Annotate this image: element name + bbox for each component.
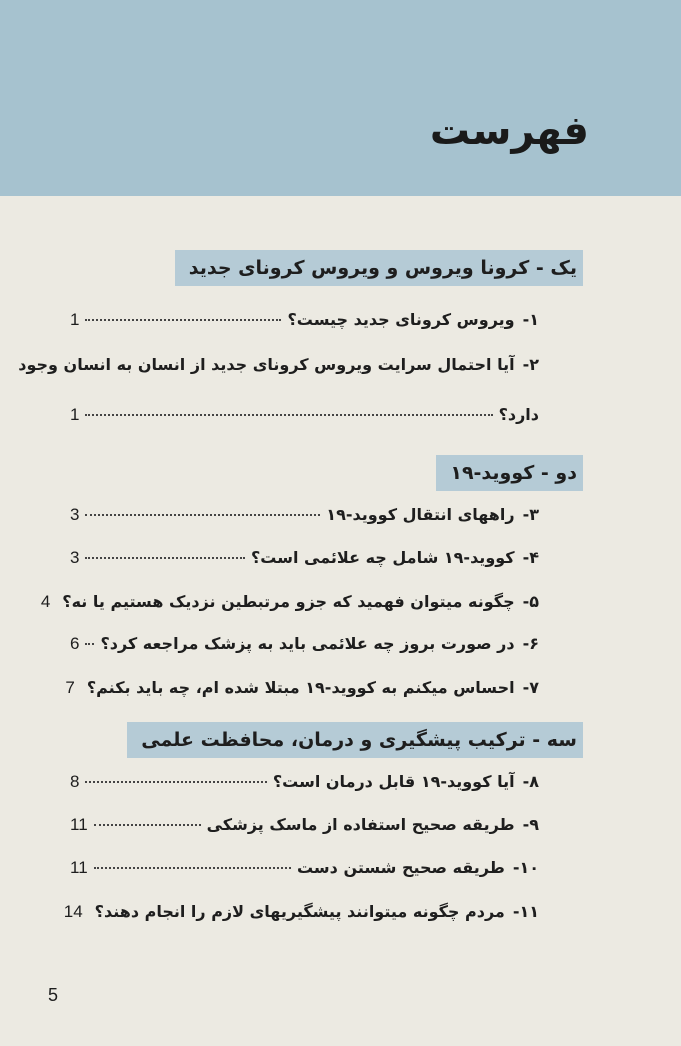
entry-text: آیا کووید-۱۹ قابل درمان است؟ <box>272 772 515 791</box>
entry-text: راههای انتقال کووید-۱۹ <box>326 505 515 524</box>
entry-text: در صورت بروز چه علائمی باید به پزشک مراجعه کرد؟ <box>100 634 515 653</box>
toc-entry-10[interactable] <box>70 858 539 878</box>
entry-page: 8 <box>70 772 80 791</box>
entry-page: 3 <box>70 548 80 567</box>
entry-page: 1 <box>70 405 80 424</box>
entry-page: 7 <box>65 678 75 697</box>
entry-number: ۵- <box>522 592 539 611</box>
toc-entry-3[interactable] <box>70 505 539 525</box>
entry-number: ۴- <box>522 548 539 567</box>
leader-dots <box>94 866 291 869</box>
toc-entry-6[interactable] <box>70 634 539 654</box>
toc-entry-4[interactable] <box>70 548 539 568</box>
entry-number: ۱۱- <box>512 902 539 921</box>
section-heading-2: دو - کووید-۱۹ <box>436 455 583 491</box>
toc-entry-9[interactable] <box>70 815 539 835</box>
entry-page: 3 <box>70 505 80 524</box>
leader-dots <box>94 823 201 826</box>
entry-number: ۱۰- <box>512 858 539 877</box>
leader-dots <box>85 413 492 416</box>
leader-dots <box>85 556 245 559</box>
toc-entry-1[interactable] <box>70 310 539 330</box>
toc-entry-7[interactable] <box>65 678 539 698</box>
entry-text: مردم چگونه میتوانند پیشگیریهای لازم را انجام دهند؟ <box>94 902 505 921</box>
entry-number: ۳- <box>522 505 539 524</box>
entry-text: ویروس کرونای جدید چیست؟ <box>287 310 515 329</box>
header-band <box>0 0 681 196</box>
leader-dots <box>85 513 320 516</box>
toc-entry-2[interactable] <box>18 355 539 374</box>
entry-page: 14 <box>63 902 83 921</box>
entry-text: چگونه میتوان فهمید که جزو مرتبطین نزدیک هستیم یا نه؟ <box>62 592 515 611</box>
leader-dots <box>85 318 281 321</box>
toc-entry-8[interactable] <box>70 772 539 792</box>
entry-number: ۶- <box>522 634 539 653</box>
entry-text: طریقه صحیح شستن دست <box>296 858 505 877</box>
entry-number: ۹- <box>522 815 539 834</box>
toc-entry-2-continued[interactable] <box>70 405 539 425</box>
entry-page: 1 <box>70 310 80 329</box>
section-heading-1: یک - کرونا ویروس و ویروس کرونای جدید <box>175 250 583 286</box>
leader-dots <box>85 780 266 783</box>
entry-page: 4 <box>40 592 51 611</box>
entry-number: ۱- <box>522 310 539 329</box>
entry-text: کووید-۱۹ شامل چه علائمی است؟ <box>251 548 515 567</box>
leader-dots <box>85 642 94 645</box>
entry-page: 11 <box>70 815 88 834</box>
entry-text: احساس میکنم به کووید-۱۹ مبتلا شده ام، چه باید بکنم؟ <box>86 678 515 697</box>
toc-entry-11[interactable] <box>63 902 539 922</box>
entry-number: ۸- <box>522 772 539 791</box>
entry-text: آیا احتمال سرایت ویروس کرونای جدید از انسان به انسان وجود <box>18 355 515 374</box>
page-title: فهرست <box>429 108 589 154</box>
entry-number: ۷- <box>522 678 539 697</box>
page-number: 5 <box>48 985 59 1005</box>
section-heading-3: سه - ترکیب پیشگیری و درمان، محافظت علمی <box>127 722 583 758</box>
entry-number: ۲- <box>522 355 539 374</box>
toc-entry-5[interactable] <box>40 592 539 612</box>
entry-page: 6 <box>70 634 80 653</box>
entry-text: طریقه صحیح استفاده از ماسک پزشکی <box>206 815 515 834</box>
entry-text-continued: دارد؟ <box>498 405 539 424</box>
entry-page: 11 <box>70 858 88 877</box>
